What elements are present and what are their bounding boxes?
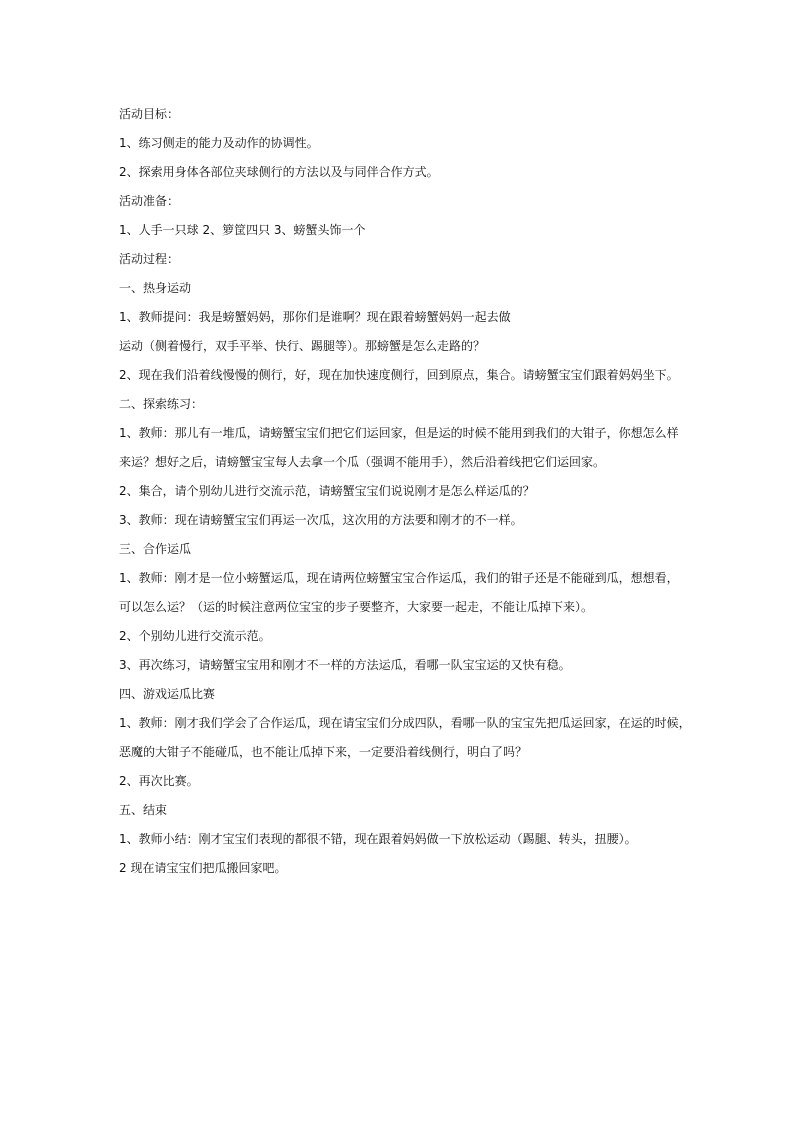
- subheading-cooperate: 三、合作运瓜: [119, 542, 192, 556]
- lesson-plan-body: [119, 100, 691, 883]
- text-line: 运动（侧着慢行，双手平举、快行、踢腿等）。那螃蟹是怎么走路的？: [119, 339, 486, 353]
- text-line: 2、现在我们沿着线慢慢的侧行，好，现在加快速度侧行，回到原点，集合。请螃蟹宝宝们跟着妈妈坐下。: [119, 368, 679, 382]
- text-line: 2、探索用身体各部位夹球侧行的方法以及与同伴合作方式。: [119, 165, 439, 179]
- text-line: 2 现在请宝宝们把瓜搬回家吧。: [119, 861, 287, 875]
- text-line: 来运？想好之后，请螃蟹宝宝每人去拿一个瓜（强调不能用手），然后沿着线把它们运回家。: [119, 455, 606, 469]
- section-heading-process: 活动过程：: [119, 252, 180, 266]
- subheading-explore: 二、探索练习：: [119, 397, 204, 411]
- section-heading-preparation: 活动准备：: [119, 194, 180, 208]
- text-line: 1、教师提问：我是螃蟹妈妈，那你们是谁啊？现在跟着螃蟹妈妈一起去做: [119, 310, 511, 324]
- text-line: 1、教师小结：刚才宝宝们表现的都很不错，现在跟着妈妈做一下放松运动（踢腿、转头，扭腰）。: [119, 832, 637, 846]
- text-line: 2、集合，请个别幼儿进行交流示范，请螃蟹宝宝们说说刚才是怎么样运瓜的？: [119, 484, 535, 498]
- text-line: 恶魔的大钳子不能碰瓜，也不能让瓜掉下来，一定要沿着线侧行，明白了吗？: [119, 745, 528, 759]
- text-line: 2、个别幼儿进行交流示范。: [119, 629, 271, 643]
- text-line: 2、再次比赛。: [119, 774, 199, 788]
- text-line: 1、人手一只球 2、箩筐四只 3、螃蟹头饰一个: [119, 223, 366, 237]
- subheading-game: 四、游戏运瓜比赛: [119, 687, 216, 701]
- text-line: 3、再次练习，请螃蟹宝宝用和刚才不一样的方法运瓜，看哪一队宝宝运的又快有稳。: [119, 658, 571, 672]
- text-line: 1、练习侧走的能力及动作的协调性。: [119, 136, 319, 150]
- text-line: 1、教师：刚才是一位小螃蟹运瓜，现在请两位螃蟹宝宝合作运瓜，我们的钳子还是不能碰到瓜，想想看，: [119, 571, 679, 585]
- subheading-warmup: 一、热身运动: [119, 281, 192, 295]
- text-line: 可以怎么运？（运的时候注意两位宝宝的步子要整齐，大家要一起走，不能让瓜掉下来）。: [119, 600, 594, 614]
- text-line: 1、教师：刚才我们学会了合作运瓜，现在请宝宝们分成四队，看哪一队的宝宝先把瓜运回家，在运的时候，: [119, 716, 691, 730]
- subheading-end: 五、结束: [119, 803, 168, 817]
- text-line: 3、教师：现在请螃蟹宝宝们再运一次瓜，这次用的方法要和刚才的不一样。: [119, 513, 523, 527]
- section-heading-goals: 活动目标：: [119, 107, 180, 121]
- text-line: 1、教师：那儿有一堆瓜，请螃蟹宝宝们把它们运回家，但是运的时候不能用到我们的大钳子，你想怎么样: [119, 426, 679, 440]
